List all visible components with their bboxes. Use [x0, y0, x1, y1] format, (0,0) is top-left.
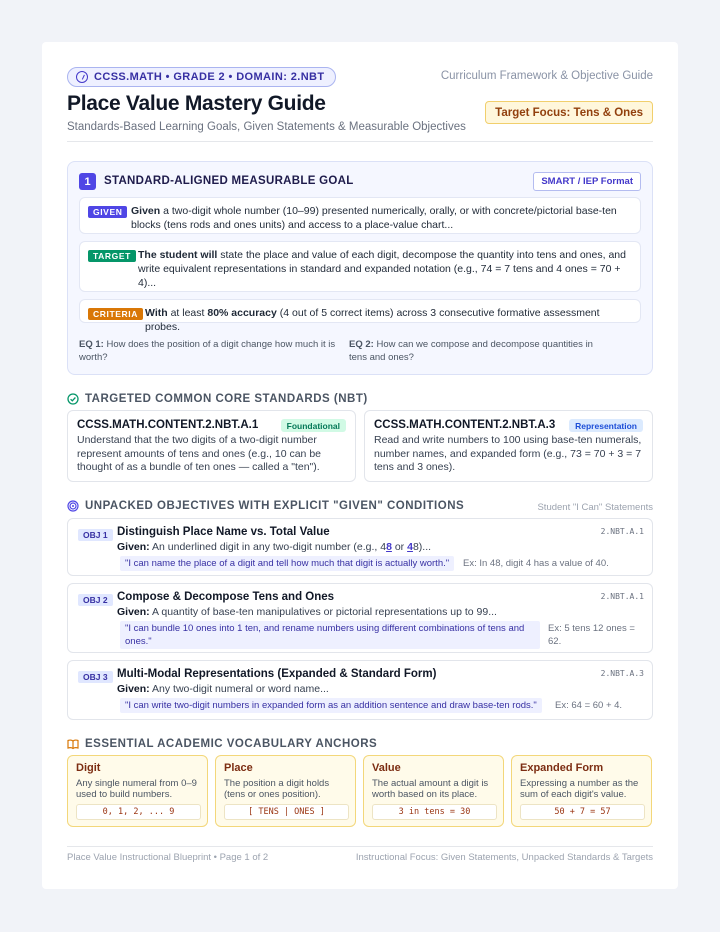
footer-left: Place Value Instructional Blueprint • Page 1 of 2 — [67, 852, 269, 863]
essential-question-1 — [79, 338, 341, 364]
given-lead: Given — [131, 205, 161, 217]
footer-divider — [67, 846, 653, 847]
goal-number: 1 — [79, 173, 96, 190]
given-text: Any two-digit numeral or word name... — [149, 683, 329, 695]
given-text: or — [391, 541, 408, 553]
criteria-accuracy: 80% accuracy — [207, 307, 277, 319]
goal-title: STANDARD-ALIGNED MEASURABLE GOAL — [104, 175, 354, 187]
goal-panel — [67, 161, 653, 375]
standard-card — [364, 410, 653, 482]
standard-badge: Representation — [569, 419, 643, 432]
given-text: An underlined digit in any two-digit number (e.g., 4 — [149, 541, 387, 553]
objective-given — [117, 606, 497, 618]
objective-example: Ex: 64 = 60 + 4. — [555, 700, 623, 711]
vocab-term: Expanded Form — [520, 762, 604, 774]
book-icon — [67, 738, 79, 750]
eq1-label: EQ 1: — [79, 339, 104, 350]
vocab-card — [511, 755, 652, 827]
objective-card — [67, 660, 653, 720]
footer-right: Instructional Focus: Given Statements, Unpacked Standards & Targets — [355, 852, 653, 863]
target-text — [138, 248, 632, 290]
objective-card — [67, 583, 653, 653]
criteria-text — [145, 306, 632, 334]
given-label: Given: — [117, 606, 150, 618]
objective-title: Multi-Modal Representations (Expanded & Standard Form) — [117, 668, 437, 680]
eq1-text: How does the position of a digit change how much it is worth? — [79, 339, 336, 363]
vocab-card — [215, 755, 356, 827]
vocab-definition: Expressing a number as the sum of each digit's value. — [520, 778, 639, 800]
standard-code: CCSS.MATH.CONTENT.2.NBT.A.3 — [374, 419, 556, 431]
objective-code: 2.NBT.A.1 — [600, 592, 644, 601]
given-text — [131, 204, 632, 232]
given-text: A quantity of base-ten manipulatives or pictorial representations up to 99... — [149, 606, 497, 618]
i-can-statement: "I can write two-digit numbers in expanded form as an addition sentence and draw base-ten rods." — [120, 698, 542, 713]
objective-given — [117, 541, 431, 553]
criteria-mid: at least — [167, 307, 208, 319]
objectives-heading-label: UNPACKED OBJECTIVES WITH EXPLICIT "GIVEN" CONDITIONS — [85, 500, 465, 512]
given-label: Given: — [117, 541, 150, 553]
criteria-statement — [79, 299, 641, 333]
criteria-lead: With — [145, 307, 168, 319]
header-divider — [67, 141, 653, 142]
criteria-body: (4 out of 5 correct items) across 3 consecutive formative assessment probes. — [145, 307, 600, 333]
framework-pill — [67, 67, 336, 87]
objective-code: 2.NBT.A.1 — [600, 527, 644, 536]
eq2-text: How can we compose and decompose quantities in tens and ones? — [349, 339, 593, 363]
vocab-example: 0, 1, 2, ... 9 — [76, 804, 201, 820]
standards-heading-label: TARGETED COMMON CORE STANDARDS (NBT) — [85, 393, 368, 405]
page-title: Place Value Mastery Guide — [67, 92, 326, 115]
i-can-statement: "I can name the place of a digit and tell how much that digit is actually worth." — [120, 556, 454, 571]
given-statement — [79, 197, 641, 234]
underlined-digit: 4 — [407, 541, 413, 553]
target-statement — [79, 241, 641, 292]
standard-description: Read and write numbers to 100 using base-ten numerals, number names, and expanded form (e.g., 73 = 70 + 3 = 7 tens and 3 ones). — [374, 434, 642, 473]
standards-heading — [67, 393, 368, 405]
vocab-definition: Any single numeral from 0–9 used to build numbers. — [76, 778, 197, 800]
target-icon — [67, 500, 79, 512]
check-circle-icon — [67, 393, 79, 405]
standard-card — [67, 410, 356, 482]
vocab-card — [67, 755, 208, 827]
target-lead: The student will — [138, 249, 218, 261]
objective-title: Distinguish Place Name vs. Total Value — [117, 526, 330, 538]
vocab-example: [ TENS | ONES ] — [224, 804, 349, 820]
vocab-term: Place — [224, 762, 253, 774]
given-label: Given: — [117, 683, 150, 695]
document-page — [42, 42, 678, 889]
objective-given — [117, 683, 329, 695]
objectives-right-label: Student "I Can" Statements — [537, 502, 653, 513]
objective-badge: OBJ 1 — [78, 529, 113, 541]
given-text: 8)... — [412, 541, 432, 553]
vocab-example: 3 in tens = 30 — [372, 804, 497, 820]
focus-badge: Target Focus: Tens & Ones — [485, 101, 653, 124]
i-can-statement: "I can bundle 10 ones into 1 ten, and rename numbers using different combinations of tens and ones." — [120, 621, 540, 649]
given-body: a two-digit whole number (10–99) presented numerically, orally, or with concrete/pictorial base-ten blocks (tens rods and ones units) and access to a place-value chart... — [131, 205, 617, 231]
given-tag: GIVEN — [88, 206, 127, 218]
objectives-heading — [67, 500, 464, 512]
standard-badge: Foundational — [281, 419, 346, 432]
framework-pill-label: CCSS.MATH • GRADE 2 • DOMAIN: 2.NBT — [94, 71, 325, 83]
objective-title: Compose & Decompose Tens and Ones — [117, 591, 335, 603]
format-badge: SMART / IEP Format — [533, 172, 641, 191]
eq2-label: EQ 2: — [349, 339, 374, 350]
standard-code: CCSS.MATH.CONTENT.2.NBT.A.1 — [77, 419, 259, 431]
objective-card — [67, 518, 653, 576]
target-tag: TARGET — [88, 250, 136, 262]
objective-badge: OBJ 3 — [78, 671, 113, 683]
objective-code: 2.NBT.A.3 — [600, 669, 644, 678]
vocab-term: Digit — [76, 762, 101, 774]
objective-badge: OBJ 2 — [78, 594, 113, 606]
vocab-term: Value — [372, 762, 401, 774]
target-body: state the place and value of each digit, decompose the quantity into tens and ones, and write equivalent representations in standard and expanded notation (e.g., 74 = 7 tens and 4 ones = 70 + 4)... — [138, 249, 626, 289]
objective-example: Ex: In 48, digit 4 has a value of 40. — [463, 558, 609, 569]
vocab-example: 50 + 7 = 57 — [520, 804, 645, 820]
underlined-digit: 8 — [386, 541, 392, 553]
vocab-heading — [67, 738, 377, 750]
vocab-definition: The position a digit holds (tens or ones position). — [224, 778, 330, 800]
vocab-card — [363, 755, 504, 827]
criteria-tag: CRITERIA — [88, 308, 143, 320]
objective-example: Ex: 5 tens 12 ones = 62. — [548, 623, 635, 647]
essential-question-2 — [349, 338, 611, 364]
standard-description: Understand that the two digits of a two-digit number represent amounts of tens and ones (e.g., 10 can be thought of as a bundle of ten ones — called a "ten"). — [77, 434, 321, 473]
page-subtitle: Standards-Based Learning Goals, Given Statements & Measurable Objectives — [67, 121, 466, 133]
compass-icon — [76, 71, 88, 83]
framework-label: Curriculum Framework & Objective Guide — [440, 70, 653, 82]
vocab-heading-label: ESSENTIAL ACADEMIC VOCABULARY ANCHORS — [85, 738, 378, 750]
vocab-definition: The actual amount a digit is worth based on its place. — [372, 778, 489, 800]
